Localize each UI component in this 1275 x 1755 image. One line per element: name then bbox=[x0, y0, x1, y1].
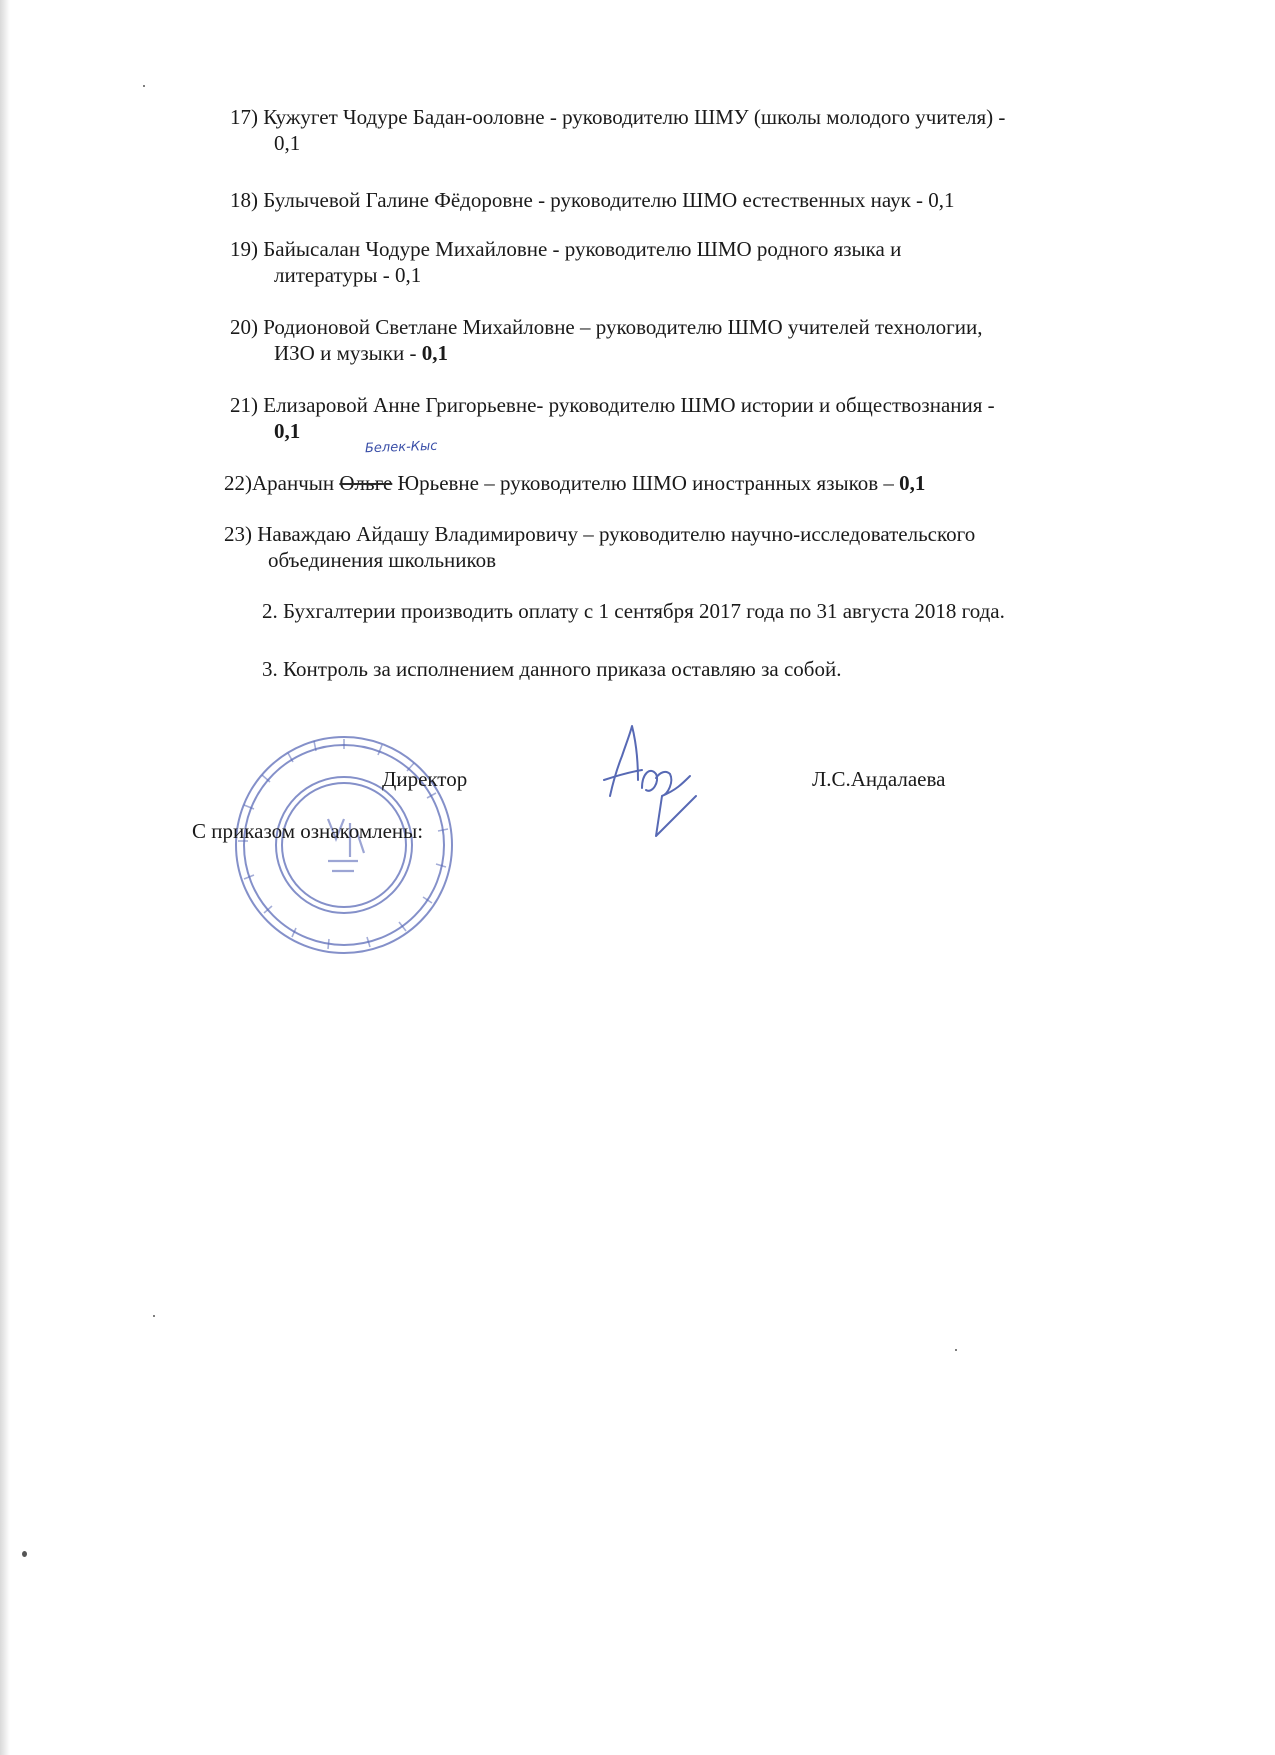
rate-value: 0,1 bbox=[274, 419, 301, 443]
item-text: Елизаровой Анне Григорьевне- руководителю ШМО истории и обществознания - bbox=[263, 393, 995, 417]
director-signature bbox=[596, 718, 716, 858]
item-text: Родионовой Светлане Михайловне – руководителю ШМО учителей технологии, bbox=[263, 315, 983, 339]
item-number: 22) bbox=[224, 471, 252, 495]
item-text-continuation: литературы - 0,1 bbox=[274, 263, 422, 287]
list-item-23 bbox=[224, 521, 975, 573]
item-text: Кужугет Чодуре Бадан-ооловне - руководителю ШМУ (школы молодого учителя) - bbox=[263, 105, 1006, 129]
item-text-end: Юрьевне – руководителю ШМО иностранных языков – bbox=[392, 471, 900, 495]
item-text: Булычевой Галине Фёдоровне - руководителю ШМО естественных наук - 0,1 bbox=[263, 188, 955, 212]
clause-text: Бухгалтерии производить оплату с 1 сентября 2017 года по 31 августа 2018 года. bbox=[283, 599, 1005, 623]
scan-speck bbox=[143, 85, 145, 87]
list-item-22 bbox=[224, 470, 925, 496]
clause-number: 3. bbox=[262, 657, 278, 681]
item-number: 19) bbox=[230, 237, 258, 261]
item-text: Байысалан Чодуре Михайловне - руководителю ШМО родного языка и bbox=[263, 237, 902, 261]
signatory-name: Л.С.Андалаева bbox=[812, 767, 946, 791]
clause-2 bbox=[262, 598, 1005, 624]
list-item-18 bbox=[230, 187, 955, 213]
item-number: 18) bbox=[230, 188, 258, 212]
scan-speck bbox=[955, 1349, 957, 1351]
list-item-19 bbox=[230, 236, 901, 288]
item-number: 20) bbox=[230, 315, 258, 339]
list-item-20 bbox=[230, 314, 982, 366]
rate-value: 0,1 bbox=[899, 471, 926, 495]
item-text-continuation: ИЗО и музыки - bbox=[274, 341, 422, 365]
clause-3 bbox=[262, 656, 841, 682]
item-number: 17) bbox=[230, 105, 258, 129]
struck-word: Ольге bbox=[339, 471, 393, 495]
list-item-21 bbox=[230, 392, 995, 444]
handwritten-correction: Белек-Кыс bbox=[364, 438, 438, 457]
acknowledgement-label: С приказом ознакомлены: bbox=[192, 819, 424, 843]
item-text-continuation: объединения школьников bbox=[268, 548, 497, 572]
scan-speck bbox=[22, 1551, 27, 1557]
item-text-start: Аранчын bbox=[252, 471, 340, 495]
item-number: 23) bbox=[224, 522, 252, 546]
signatory-title: Директор bbox=[382, 767, 468, 791]
clause-text: Контроль за исполнением данного приказа оставляю за собой. bbox=[283, 657, 842, 681]
scan-speck bbox=[153, 1315, 155, 1317]
list-item-17 bbox=[230, 104, 1005, 156]
item-text-continuation: 0,1 bbox=[274, 131, 301, 155]
clause-number: 2. bbox=[262, 599, 278, 623]
item-number: 21) bbox=[230, 393, 258, 417]
scan-edge-shadow bbox=[0, 0, 10, 1755]
rate-value: 0,1 bbox=[421, 341, 448, 365]
item-text: Наваждаю Айдашу Владимировичу – руководителю научно-исследовательского bbox=[257, 522, 976, 546]
